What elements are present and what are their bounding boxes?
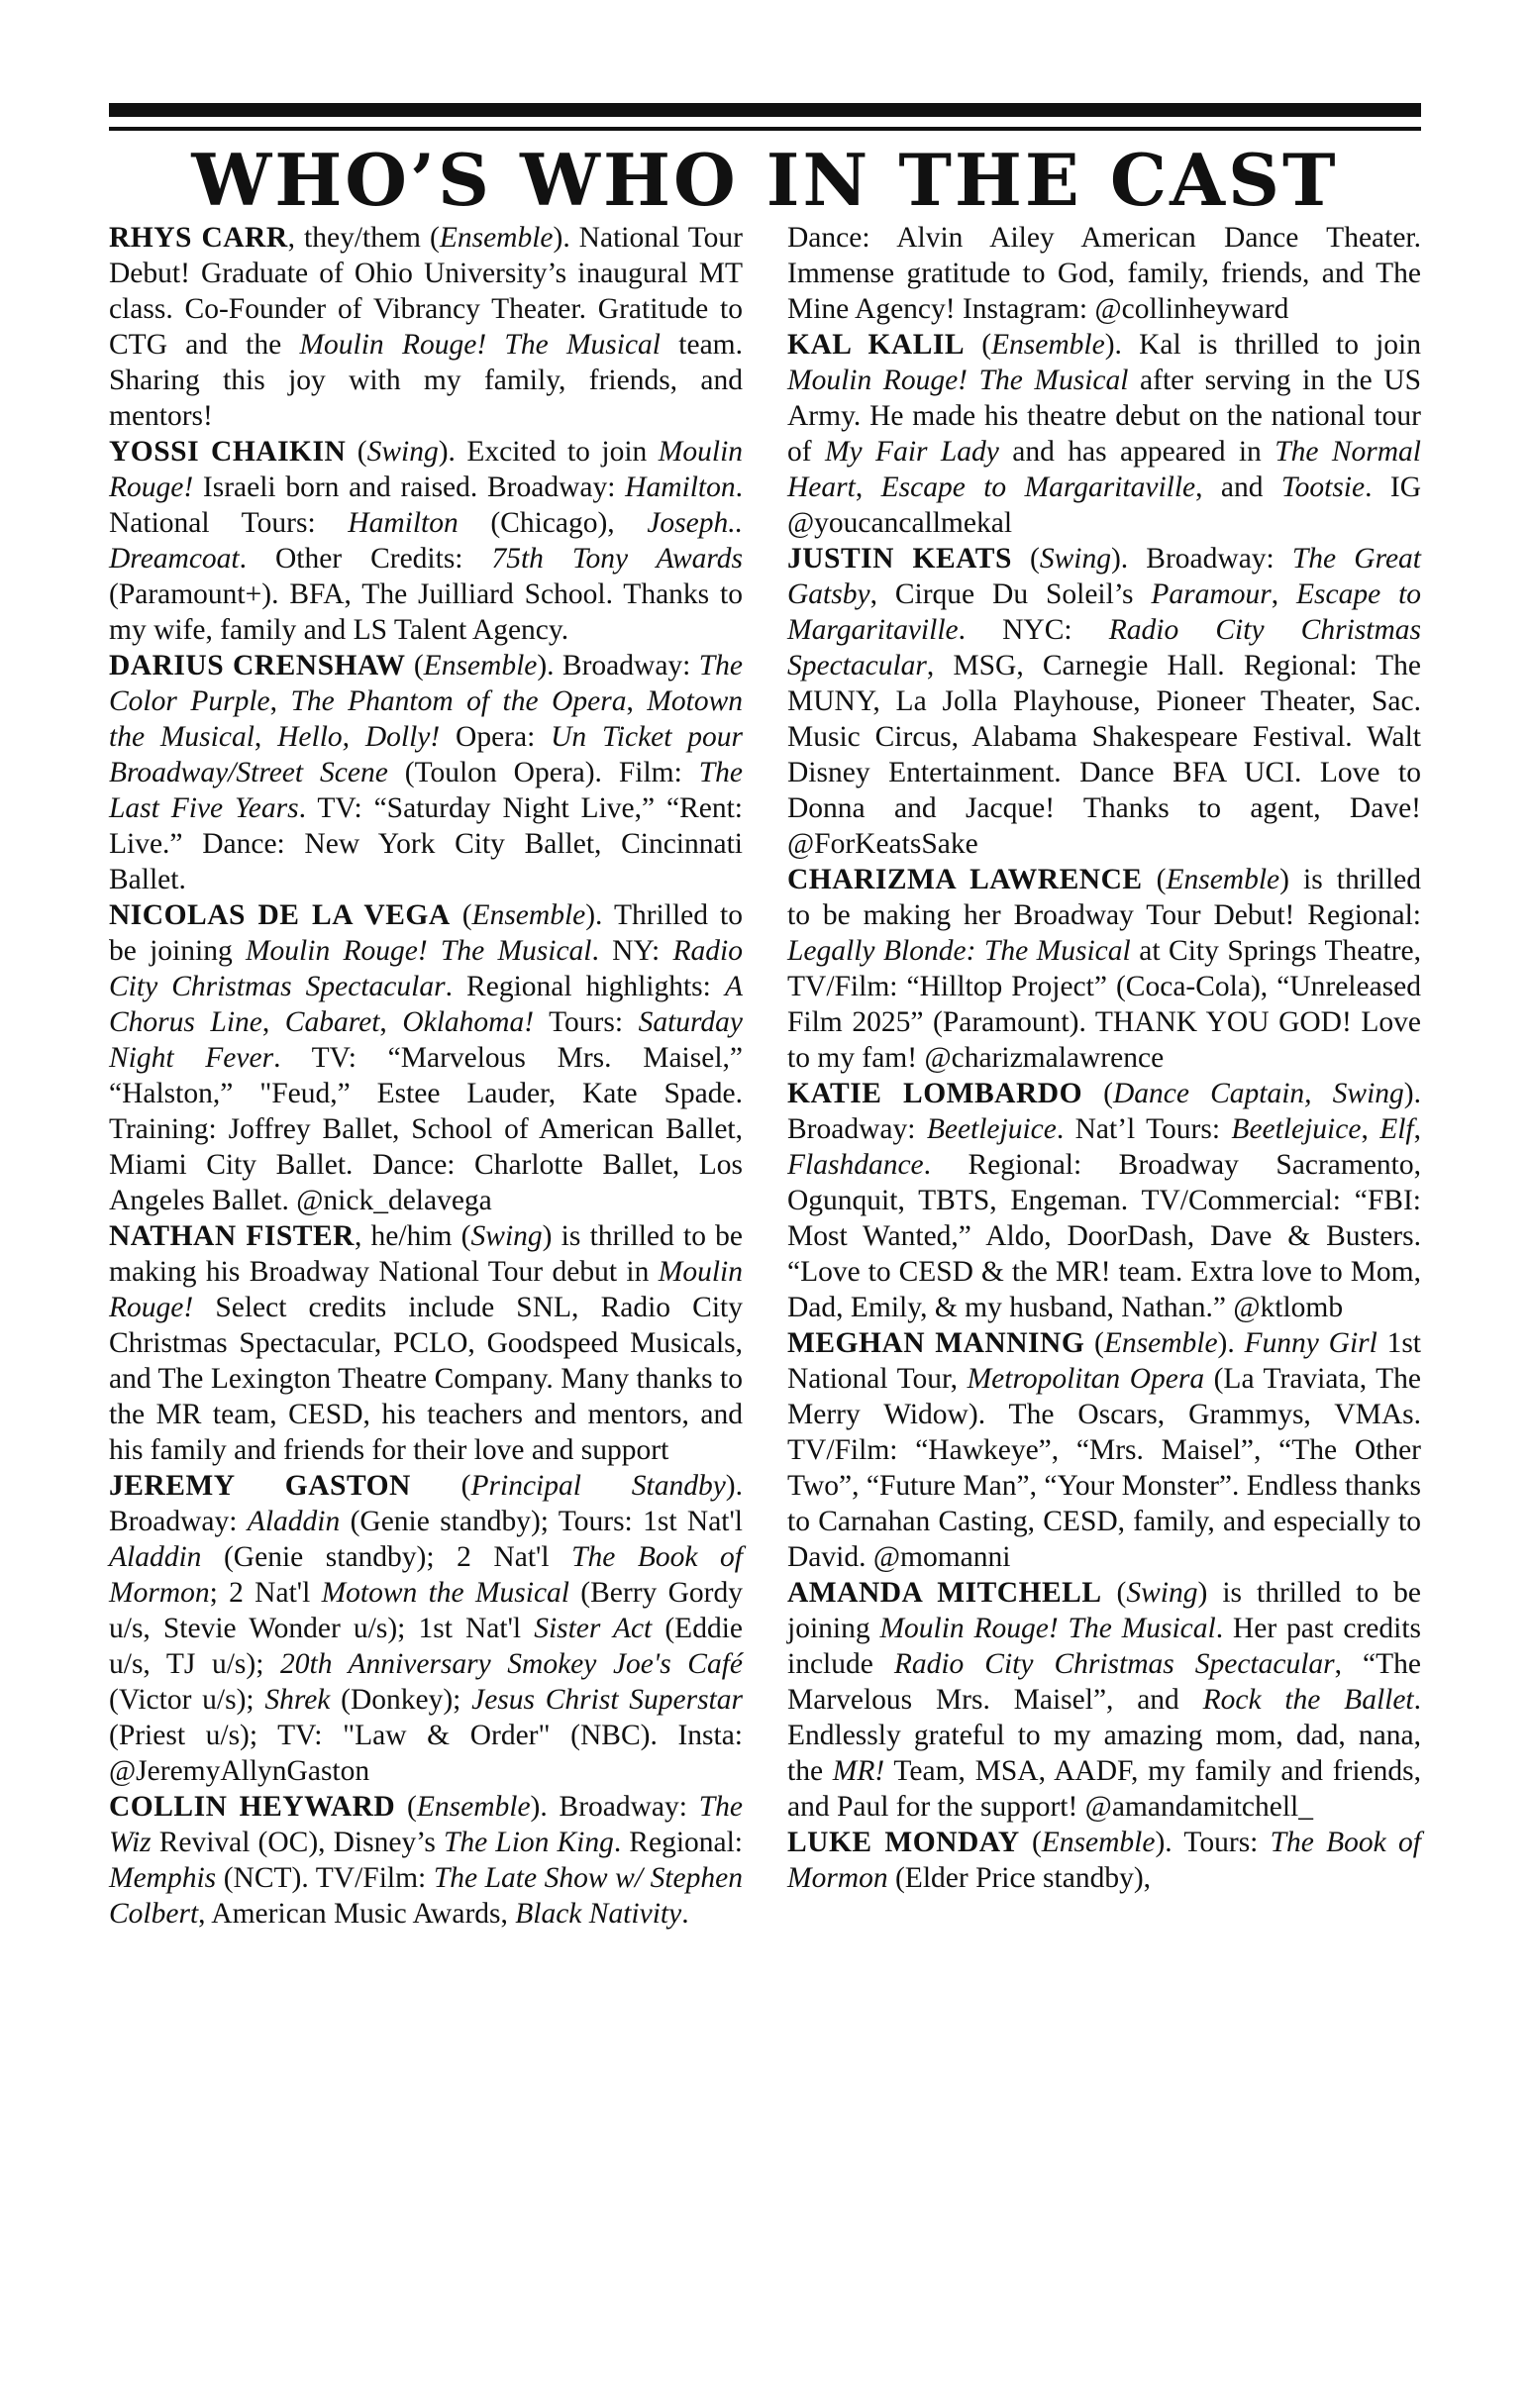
cast-bio-text: (Ensemble). Funny Girl 1st National Tour, Metropolitan Opera (La Traviata, The Merry Widow). The Oscars, Grammys, VMAs. TV/Film: “Hawkeye”, “Mrs. Maisel”, “The Other Two”, “Future Man”, “Your Monster”. Endless thanks to Carnahan Casting, CESD, family, and especially to David. @momanni: [787, 1327, 1421, 1573]
cast-name: AMANDA MITCHELL: [787, 1577, 1102, 1609]
cast-bio-text: (Swing). Excited to join Moulin Rouge! Israeli born and raised. Broadway: Hamilton. National Tours: Hamilton (Chicago), Joseph.. Dreamcoat. Other Credits: 75th Tony Awards (Paramount+). BFA, The Juilliard School. Thanks to my wife, family and LS Talent Agency.: [109, 436, 744, 646]
cast-bio-text: (Ensemble). Broadway: The Wiz Revival (OC), Disney’s The Lion King. Regional: Memphis (NCT). TV/Film: The Late Show w/ Stephen Colbert, American Music Awards, Black Nativity.: [109, 1791, 743, 1930]
cast-bio: [109, 897, 743, 1218]
cast-bio: [787, 862, 1421, 1076]
cast-bio-text: (Swing) is thrilled to be joining Moulin Rouge! The Musical. Her past credits include Radio City Christmas Spectacular, “The Marvelous Mrs. Maisel”, and Rock the Ballet. Endlessly grateful to my amazing mom, dad, nana, the MR! Team, MSA, AADF, my family and friends, and Paul for the support! @amandamitchell_: [787, 1577, 1422, 1823]
header-rule-thin: [109, 127, 1421, 131]
cast-bio-text: (Swing). Broadway: The Great Gatsby, Cirque Du Soleil’s Paramour, Escape to Margaritaville. NYC: Radio City Christmas Spectacular, MSG, Carnegie Hall. Regional: The MUNY, La Jolla Playhouse, Pioneer Theater, Sac. Music Circus, Alabama Shakespeare Festival. Walt Disney Entertainment. Dance BFA UCI. Love to Donna and Jacque! Thanks to agent, Dave! @ForKeatsSake: [787, 543, 1422, 860]
cast-name: LUKE MONDAY: [787, 1827, 1020, 1858]
header-rule-thick: [109, 103, 1421, 117]
cast-name: YOSSI CHAIKIN: [109, 436, 347, 468]
cast-bio-text: , they/them (Ensemble). National Tour Debut! Graduate of Ohio University’s inaugural MT class. Co-Founder of Vibrancy Theater. Gratitude to CTG and the Moulin Rouge! The Musical team. Sharing this joy with my family, friends, and mentors!: [109, 222, 743, 432]
cast-bio: [109, 1468, 743, 1789]
cast-bio: [787, 541, 1421, 862]
cast-bio-continued: [787, 220, 1421, 327]
cast-bio: [109, 434, 743, 648]
cast-name: MEGHAN MANNING: [787, 1327, 1085, 1359]
cast-name: RHYS CARR: [109, 222, 288, 254]
cast-bio: [787, 1575, 1421, 1825]
cast-name: KAL KALIL: [787, 329, 966, 361]
cast-name: NICOLAS DE LA VEGA: [109, 899, 451, 931]
cast-bio-text: (Ensemble). Broadway: The Color Purple, The Phantom of the Opera, Motown the Musical, Hello, Dolly! Opera: Un Ticket pour Broadway/Street Scene (Toulon Opera). Film: The Last Five Years. TV: “Saturday Night Live,” “Rent: Live.” Dance: New York City Ballet, Cincinnati Ballet.: [109, 650, 744, 895]
cast-name: COLLIN HEYWARD: [109, 1791, 396, 1823]
cast-name: JEREMY GASTON: [109, 1470, 411, 1502]
cast-bio-text: Dance: Alvin Ailey American Dance Theater. Immense gratitude to God, family, friends, and The Mine Agency! Instagram: @collinheyward: [787, 222, 1421, 325]
left-column: [109, 220, 743, 1932]
cast-name: DARIUS CRENSHAW: [109, 650, 406, 681]
cast-bio-text: (Dance Captain, Swing). Broadway: Beetlejuice. Nat’l Tours: Beetlejuice, Elf, Flashdance. Regional: Broadway Sacramento, Ogunquit, TBTS, Engeman. TV/Commercial: “FBI: Most Wanted,” Aldo, DoorDash, Dave & Busters. “Love to CESD & the MR! team. Extra love to Mom, Dad, Emily, & my husband, Nathan.” @ktlomb: [787, 1078, 1422, 1323]
cast-bio-text: (Ensemble). Kal is thrilled to join Moulin Rouge! The Musical after serving in the US Army. He made his theatre debut on the national tour of My Fair Lady and has appeared in The Normal Heart, Escape to Margaritaville, and Tootsie. IG @youcancallmekal: [787, 329, 1421, 539]
cast-name: KATIE LOMBARDO: [787, 1078, 1083, 1109]
cast-bio: [109, 1218, 743, 1468]
cast-bio-text: , he/him (Swing) is thrilled to be making his Broadway National Tour debut in Moulin Rouge! Select credits include SNL, Radio City Christmas Spectacular, PCLO, Goodspeed Musicals, and The Lexington Theatre Company. Many thanks to the MR team, CESD, his teachers and mentors, and his family and friends for their love and support: [109, 1220, 743, 1466]
cast-bio: [109, 648, 743, 897]
cast-bio-text: (Ensemble). Tours: The Book of Mormon (Elder Price standby),: [787, 1827, 1421, 1894]
cast-bio: [787, 327, 1421, 541]
cast-bio: [109, 220, 743, 434]
right-column: [787, 220, 1421, 1896]
cast-bio: [787, 1825, 1421, 1896]
cast-bio-text: (Ensemble). Thrilled to be joining Moulin Rouge! The Musical. NY: Radio City Christmas Spectacular. Regional highlights: A Chorus Line, Cabaret, Oklahoma! Tours: Saturday Night Fever. TV: “Marvelous Mrs. Maisel,” “Halston,” "Feud,” Estee Lauder, Kate Spade. Training: Joffrey Ballet, School of American Ballet, Miami City Ballet. Dance: Charlotte Ballet, Los Angeles Ballet. @nick_delavega: [109, 899, 744, 1216]
cast-bio-text: (Principal Standby). Broadway: Aladdin (Genie standby); Tours: 1st Nat'l Aladdin (Genie standby); 2 Nat'l The Book of Mormon; 2 Nat'l Motown the Musical (Berry Gordy u/s, Stevie Wonder u/s); 1st Nat'l Sister Act (Eddie u/s, TJ u/s); 20th Anniversary Smokey Joe's Café (Victor u/s); Shrek (Donkey); Jesus Christ Superstar (Priest u/s); TV: "Law & Order" (NBC). Insta: @JeremyAllynGaston: [109, 1470, 744, 1787]
cast-bio-text: (Ensemble) is thrilled to be making her Broadway Tour Debut! Regional: Legally Blonde: The Musical at City Springs Theatre, TV/Film: “Hilltop Project” (Coca-Cola), “Unreleased Film 2025” (Paramount). THANK YOU GOD! Love to my fam! @charizmalawrence: [787, 864, 1421, 1074]
cast-name: JUSTIN KEATS: [787, 543, 1012, 575]
page-title: WHO’S WHO IN THE CAST: [191, 138, 1339, 222]
cast-name: NATHAN FISTER: [109, 1220, 355, 1252]
cast-bio: [787, 1076, 1421, 1325]
cast-name: CHARIZMA LAWRENCE: [787, 864, 1143, 895]
cast-bio: [109, 1789, 743, 1932]
cast-bio: [787, 1325, 1421, 1575]
